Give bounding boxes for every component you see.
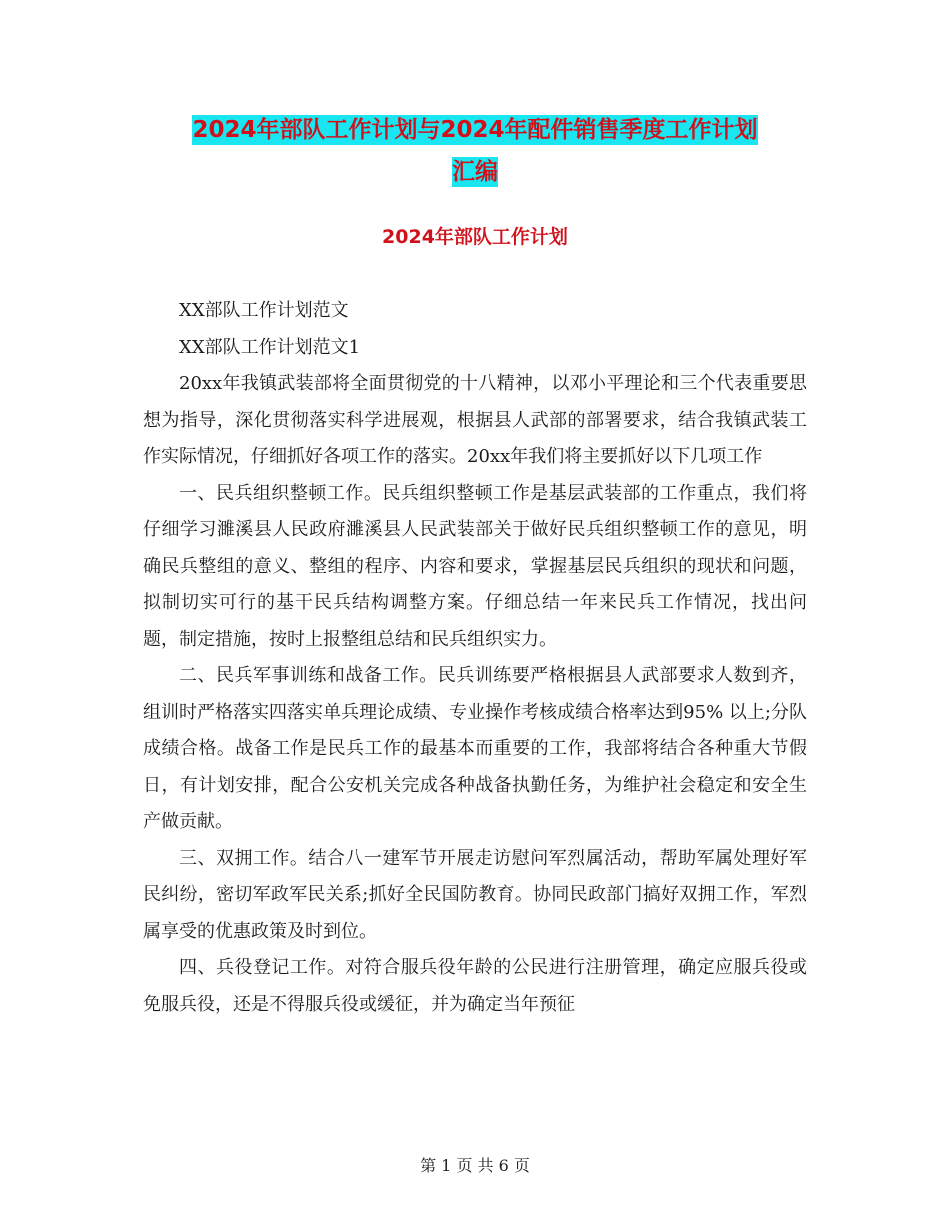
paragraph: 一、民兵组织整顿工作。民兵组织整顿工作是基层武装部的工作重点，我们将仔细学习濉溪县人民政府濉溪县人民武装部关于做好民兵组织整顿工作的意见，明确民兵整组的意义、整组的程序、内容和要求，掌握基层民兵组织的现状和问题，拟制切实可行的基干民兵结构调整方案。仔细总结一年来民兵工作情况，找出问题，制定措施，按时上报整组总结和民兵组织实力。: [143, 482, 807, 650]
document-body: [143, 293, 807, 1023]
title-highlight: 汇编: [452, 159, 498, 185]
paragraph: 20xx年我镇武装部将全面贯彻党的十八精神，以邓小平理论和三个代表重要思想为指导，深化贯彻落实科学进展观，根据县人武部的部署要求，结合我镇武装工作实际情况，仔细抓好各项工作的落实。20xx年我们将主要抓好以下几项工作: [143, 373, 807, 467]
paragraph: XX部队工作计划范文: [179, 300, 349, 321]
title-highlight: 2024年部队工作计划与2024年配件销售季度工作计划: [192, 117, 758, 143]
document-title-line2: [0, 150, 950, 194]
paragraph: 四、兵役登记工作。对符合服兵役年龄的公民进行注册管理，确定应服兵役或免服兵役，还是不得服兵役或缓征，并为确定当年预征: [143, 957, 807, 1015]
paragraph: XX部队工作计划范文1: [179, 336, 361, 358]
paragraph: 二、民兵军事训练和战备工作。民兵训练要严格根据县人武部要求人数到齐，组训时严格落实四落实单兵理论成绩、专业操作考核成绩合格率达到95% 以上;分队成绩合格。战备工作是民兵工作的最基本而重要的工作，我部将结合各种重大节假日，有计划安排，配合公安机关完成各种战备执勤任务，为维护社会稳定和安全生产做贡献。: [143, 665, 807, 832]
document-title-line1: [0, 108, 950, 152]
page-footer: 第 1 页 共 6 页: [420, 1156, 530, 1175]
paragraph: 三、双拥工作。结合八一建军节开展走访慰问军烈属活动，帮助军属处理好军民纠纷，密切军政军民关系;抓好全民国防教育。协同民政部门搞好双拥工作，军烈属享受的优惠政策及时到位。: [143, 847, 807, 942]
section-title: 2024年部队工作计划: [382, 226, 568, 248]
